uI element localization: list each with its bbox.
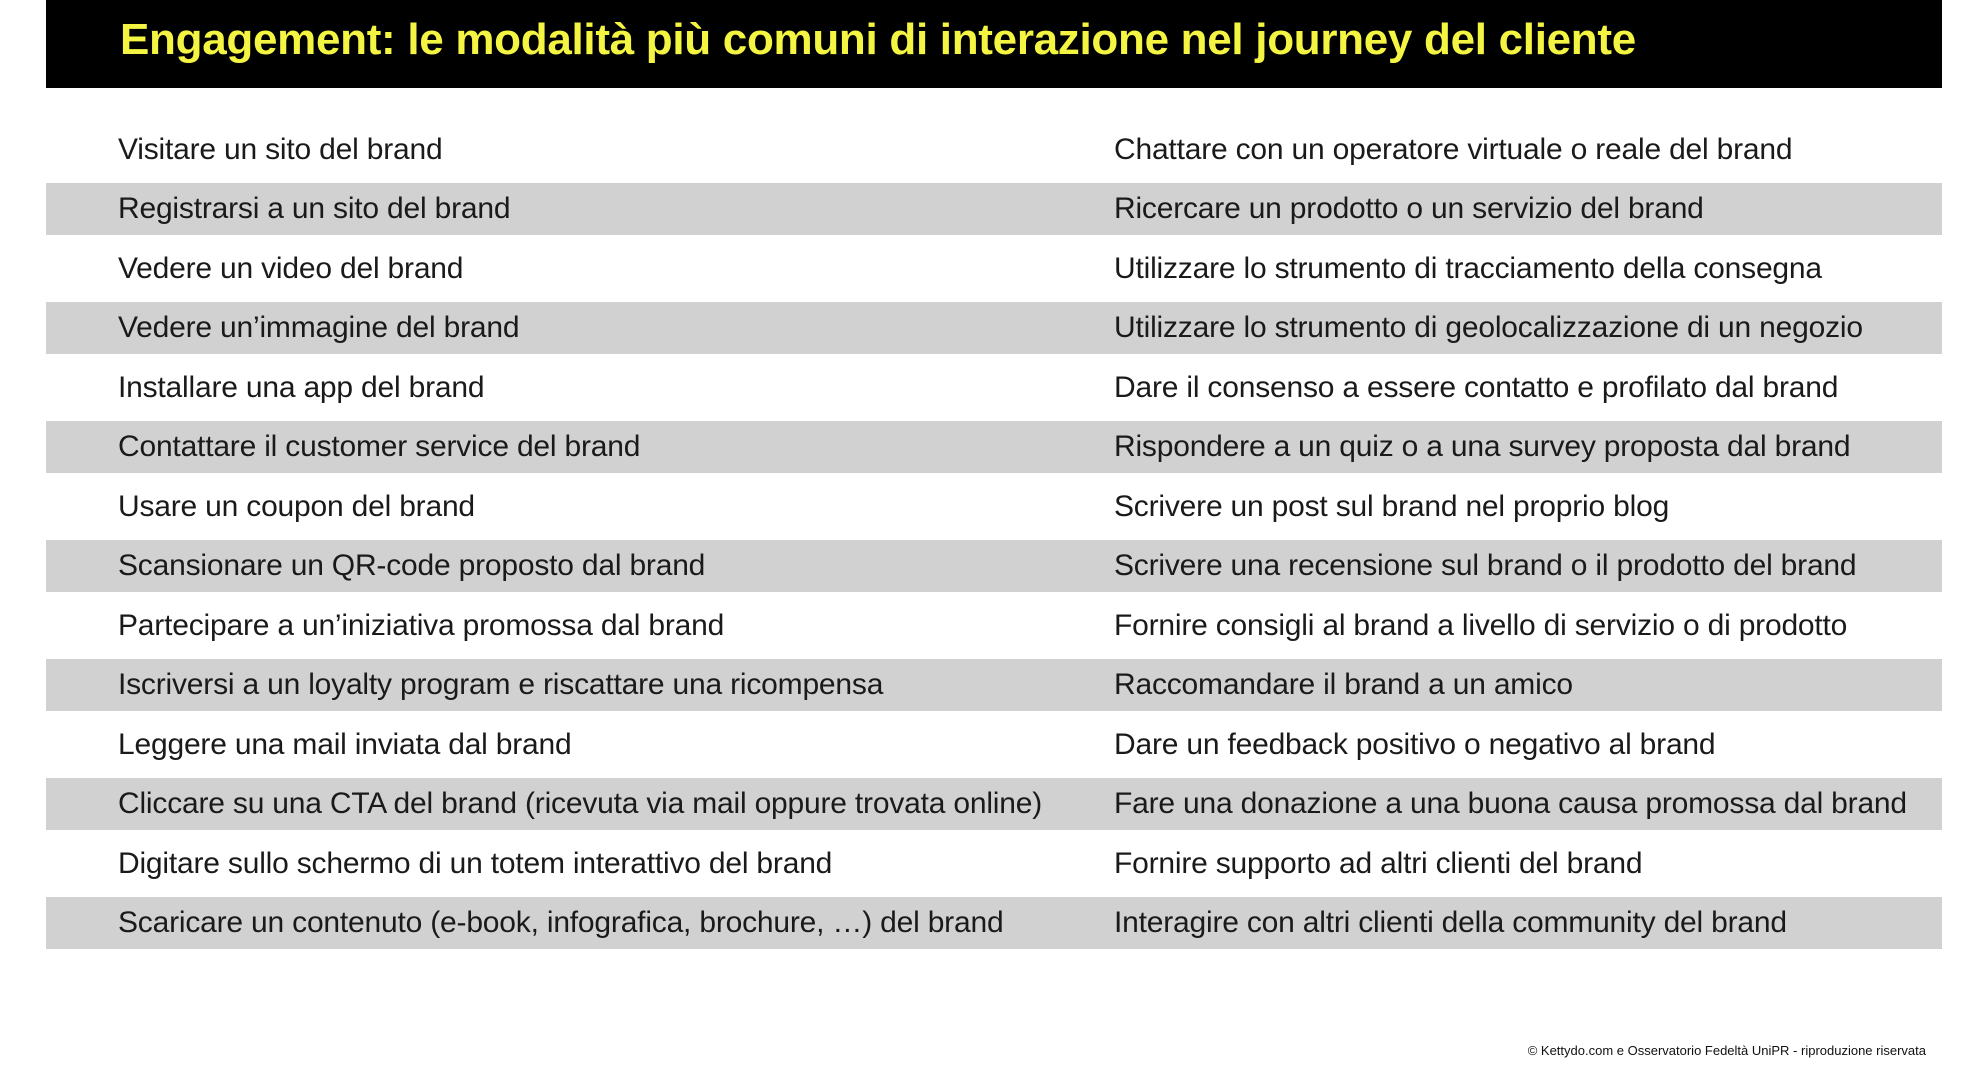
left-item: Scansionare un QR-code proposto dal brand <box>118 549 706 582</box>
right-item: Utilizzare lo strumento di geolocalizzazione di un negozio <box>1114 311 1863 344</box>
left-item: Vedere un’immagine del brand <box>118 311 520 344</box>
table-row <box>46 592 1942 659</box>
table-row <box>46 183 1942 235</box>
right-item: Fornire consigli al brand a livello di servizio o di prodotto <box>1114 608 1848 642</box>
right-item: Ricercare un prodotto o un servizio del brand <box>1114 192 1704 225</box>
right-item: Utilizzare lo strumento di tracciamento della consegna <box>1114 251 1822 285</box>
table-row <box>46 421 1942 473</box>
left-item: Visitare un sito del brand <box>118 132 443 166</box>
table-row <box>46 354 1942 421</box>
right-item: Scrivere un post sul brand nel proprio blog <box>1114 489 1670 523</box>
right-item: Rispondere a un quiz o a una survey proposta dal brand <box>1114 430 1851 463</box>
table-row <box>46 235 1942 302</box>
right-item: Fare una donazione a una buona causa promossa dal brand <box>1114 787 1907 820</box>
right-item: Raccomandare il brand a un amico <box>1114 668 1573 701</box>
right-item: Chattare con un operatore virtuale o reale del brand <box>1114 132 1793 166</box>
table-row <box>46 778 1942 830</box>
right-item: Dare un feedback positivo o negativo al brand <box>1114 727 1716 761</box>
table-row <box>46 473 1942 540</box>
left-item: Contattare il customer service del brand <box>118 430 641 463</box>
left-item: Digitare sullo schermo di un totem interattivo del brand <box>118 846 833 880</box>
right-item: Fornire supporto ad altri clienti del brand <box>1114 846 1643 880</box>
table-row <box>46 540 1942 592</box>
left-item: Partecipare a un’iniziativa promossa dal brand <box>118 608 725 642</box>
left-item: Usare un coupon del brand <box>118 489 475 523</box>
left-item: Cliccare su una CTA del brand (ricevuta via mail oppure trovata online) <box>118 787 1043 820</box>
left-item: Iscriversi a un loyalty program e riscattare una ricompensa <box>118 668 884 701</box>
table-row <box>46 116 1942 183</box>
table-row <box>46 830 1942 897</box>
left-item: Scaricare un contenuto (e-book, infografica, brochure, …) del brand <box>118 906 1004 939</box>
table-row <box>46 711 1942 778</box>
right-item: Interagire con altri clienti della community del brand <box>1114 906 1787 939</box>
right-item: Dare il consenso a essere contatto e profilato dal brand <box>1114 370 1839 404</box>
table-row <box>46 659 1942 711</box>
right-item: Scrivere una recensione sul brand o il prodotto del brand <box>1114 549 1857 582</box>
left-item: Registrarsi a un sito del brand <box>118 192 511 225</box>
table-row <box>46 897 1942 949</box>
left-item: Installare una app del brand <box>118 370 485 404</box>
left-item: Vedere un video del brand <box>118 251 464 285</box>
interaction-table <box>46 116 1942 949</box>
title-banner <box>46 0 1942 88</box>
copyright-notice: © Kettydo.com e Osservatorio Fedeltà UniPR - riproduzione riservata <box>1527 1043 1926 1058</box>
left-item: Leggere una mail inviata dal brand <box>118 727 572 761</box>
table-row <box>46 302 1942 354</box>
page-title: Engagement: le modalità più comuni di interazione nel journey del cliente <box>120 15 1636 64</box>
